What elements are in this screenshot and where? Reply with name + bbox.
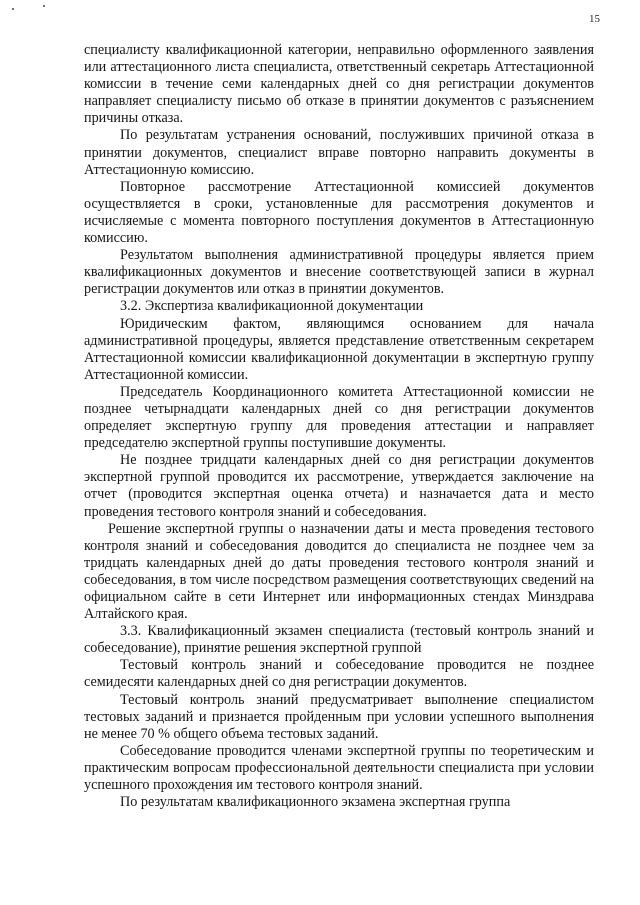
section-heading-3-2: 3.2. Экспертиза квалификационной документации	[120, 298, 424, 315]
section-heading-3-3: 3.3. Квалификационный экзамен специалиста (тестовый контроль знаний и собеседование), принятие решения экспертной группой	[84, 623, 594, 657]
paragraph-test-control: Тестовый контроль знаний предусматривает выполнение специалистом тестовых заданий и признается пройденным при условии успешного выполнения не менее 70 % общего объема тестовых заданий.	[84, 691, 594, 742]
paragraph-thirty-days: Не позднее тридцати календарных дней со дня регистрации документов экспертной группой проводится их рассмотрение, утверждается заключение на отчет (проводится экспертная оценка отчета) и назначается дата и место проведения тестового контроля знаний и собеседования.	[84, 452, 594, 520]
paragraph-procedure-result: Результатом выполнения административной процедуры является прием квалификационных документов и внесение соответствующей записи в журнал регистрации документов или отказ в принятии документов.	[84, 247, 594, 298]
scan-speck	[12, 8, 14, 10]
body-text	[84, 42, 594, 811]
paragraph-repeat-review: Повторное рассмотрение Аттестационной комиссией документов осуществляется в сроки, установленные для рассмотрения документов и исчисляемые с момента повторного поступления документов в Аттестационную комиссию.	[84, 178, 594, 247]
paragraph-refusal-notice: специалисту квалификационной категории, неправильно оформленного заявления или аттестационного листа специалиста, ответственный секретарь Аттестационной комиссии в течение семи календарных дней со дня регистрации документов направляет специалисту письмо об отказе в принятии документов с разъяснением причины отказа.	[84, 42, 594, 127]
paragraph-decision-notice: Решение экспертной группы о назначении даты и места проведения тестового контроля знаний и собеседования доводится до специалиста не позднее чем за тридцать календарных дней до даты проведения тестового контроля знаний и собеседования, в том числе посредством размещения соответствующих сведений на официальном сайте в сети Интернет или информационных стендах Минздрава Алтайского края.	[84, 520, 594, 623]
page-number: 15	[589, 13, 600, 25]
paragraph-chairman: Председатель Координационного комитета Аттестационной комиссии не позднее четырнадцати календарных дней со дня регистрации документов определяет экспертную группу для проведения аттестации и направляет председателю экспертной группы поступившие документы.	[84, 383, 594, 452]
paragraph-interview: Собеседование проводится членами экспертной группы по теоретическим и практическим вопросам профессиональной деятельности специалиста при условии успешного прохождения им тестового контроля знаний.	[84, 742, 594, 794]
paragraph-exam-results: По результатам квалификационного экзамена экспертная группа	[120, 794, 511, 811]
scan-speck	[43, 5, 45, 7]
paragraph-exam-deadline: Тестовый контроль знаний и собеседование проводится не позднее семидесяти календарных дней со дня регистрации документов.	[84, 657, 594, 691]
paragraph-legal-basis: Юридическим фактом, являющимся основанием для начала административной процедуры, является представление ответственным секретарем Аттестационной комиссии квалификационной документации в экспертную группу Аттестационной комиссии.	[84, 315, 594, 383]
paragraph-resubmission: По результатам устранения оснований, послуживших причиной отказа в принятии документов, специалист вправе повторно направить документы в Аттестационную комиссию.	[84, 127, 594, 178]
